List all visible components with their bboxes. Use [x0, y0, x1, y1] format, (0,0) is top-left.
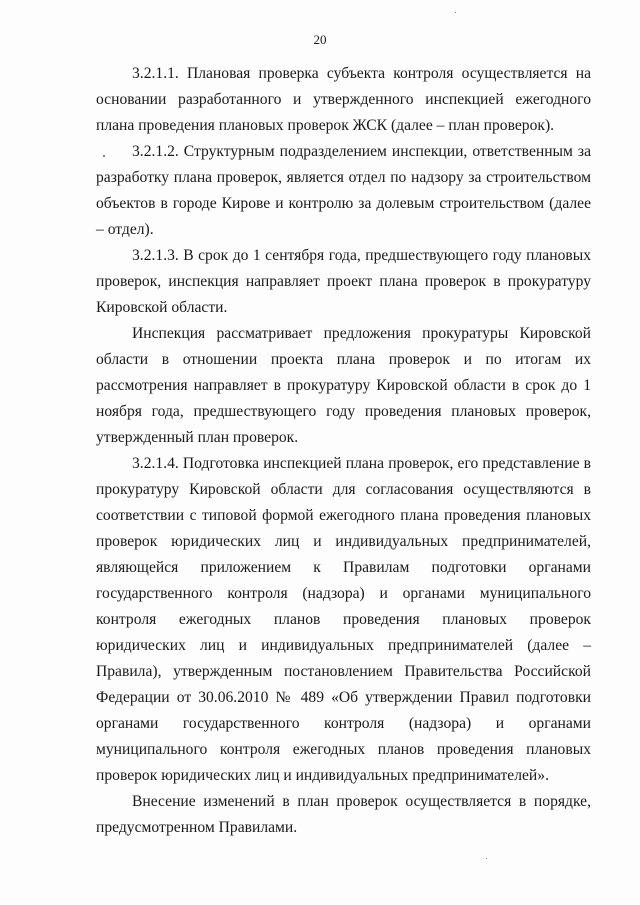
document-body	[96, 61, 591, 841]
paragraph-inspection-review: Инспекция рассматривает предложения прокуратуры Кировской области в отношении проекта плана проверок и по итогам их рассмотрения направляет в прокуратуру Кировской области в срок до 1 ноября года, предшествующего году проведения плановых проверок, утвержденный план проверок.	[96, 325, 591, 446]
scan-speck	[486, 858, 487, 859]
paragraph-3-2-1-3: 3.2.1.3. В срок до 1 сентября года, предшествующего году плановых проверок, инспекция направляет проект плана проверок в прокуратуру Кировской области.	[96, 247, 591, 316]
paragraph-plan-changes: Внесение изменений в план проверок осуществляется в порядке, предусмотренном Правилами.	[96, 793, 591, 836]
page-number: 20	[313, 32, 327, 47]
scan-speck	[455, 12, 456, 13]
scan-speck	[103, 155, 105, 157]
paragraph-3-2-1-4: 3.2.1.4. Подготовка инспекцией плана проверок, его представление в прокуратуру Кировской области для согласования осуществляются в соответствии с типовой формой ежегодного плана проведения плановых проверок юридических лиц и индивидуальных предпринимателей, являющейся приложением к Правилам подготовки органами государственного контроля (надзора) и органами муниципального контроля ежегодных планов проведения плановых проверок юридических лиц и индивидуальных предпринимателей (далее – Правила), утвержденным постановлением Правительства Российской Федерации от 30.06.2010 № 489 «Об утверждении Правил подготовки органами государственного контроля (надзора) и органами муниципального контроля ежегодных планов проведения плановых проверок юридических лиц и индивидуальных предпринимателей».	[96, 455, 591, 784]
paragraph-3-2-1-2: 3.2.1.2. Структурным подразделением инспекции, ответственным за разработку плана проверок, является отдел по надзору за строительством объектов в городе Кирове и контролю за долевым строительством (далее – отдел).	[96, 143, 591, 238]
paragraph-3-2-1-1: 3.2.1.1. Плановая проверка субъекта контроля осуществляется на основании разработанного и утвержденного инспекцией ежегодного плана проведения плановых проверок ЖСК (далее – план проверок).	[96, 65, 591, 134]
